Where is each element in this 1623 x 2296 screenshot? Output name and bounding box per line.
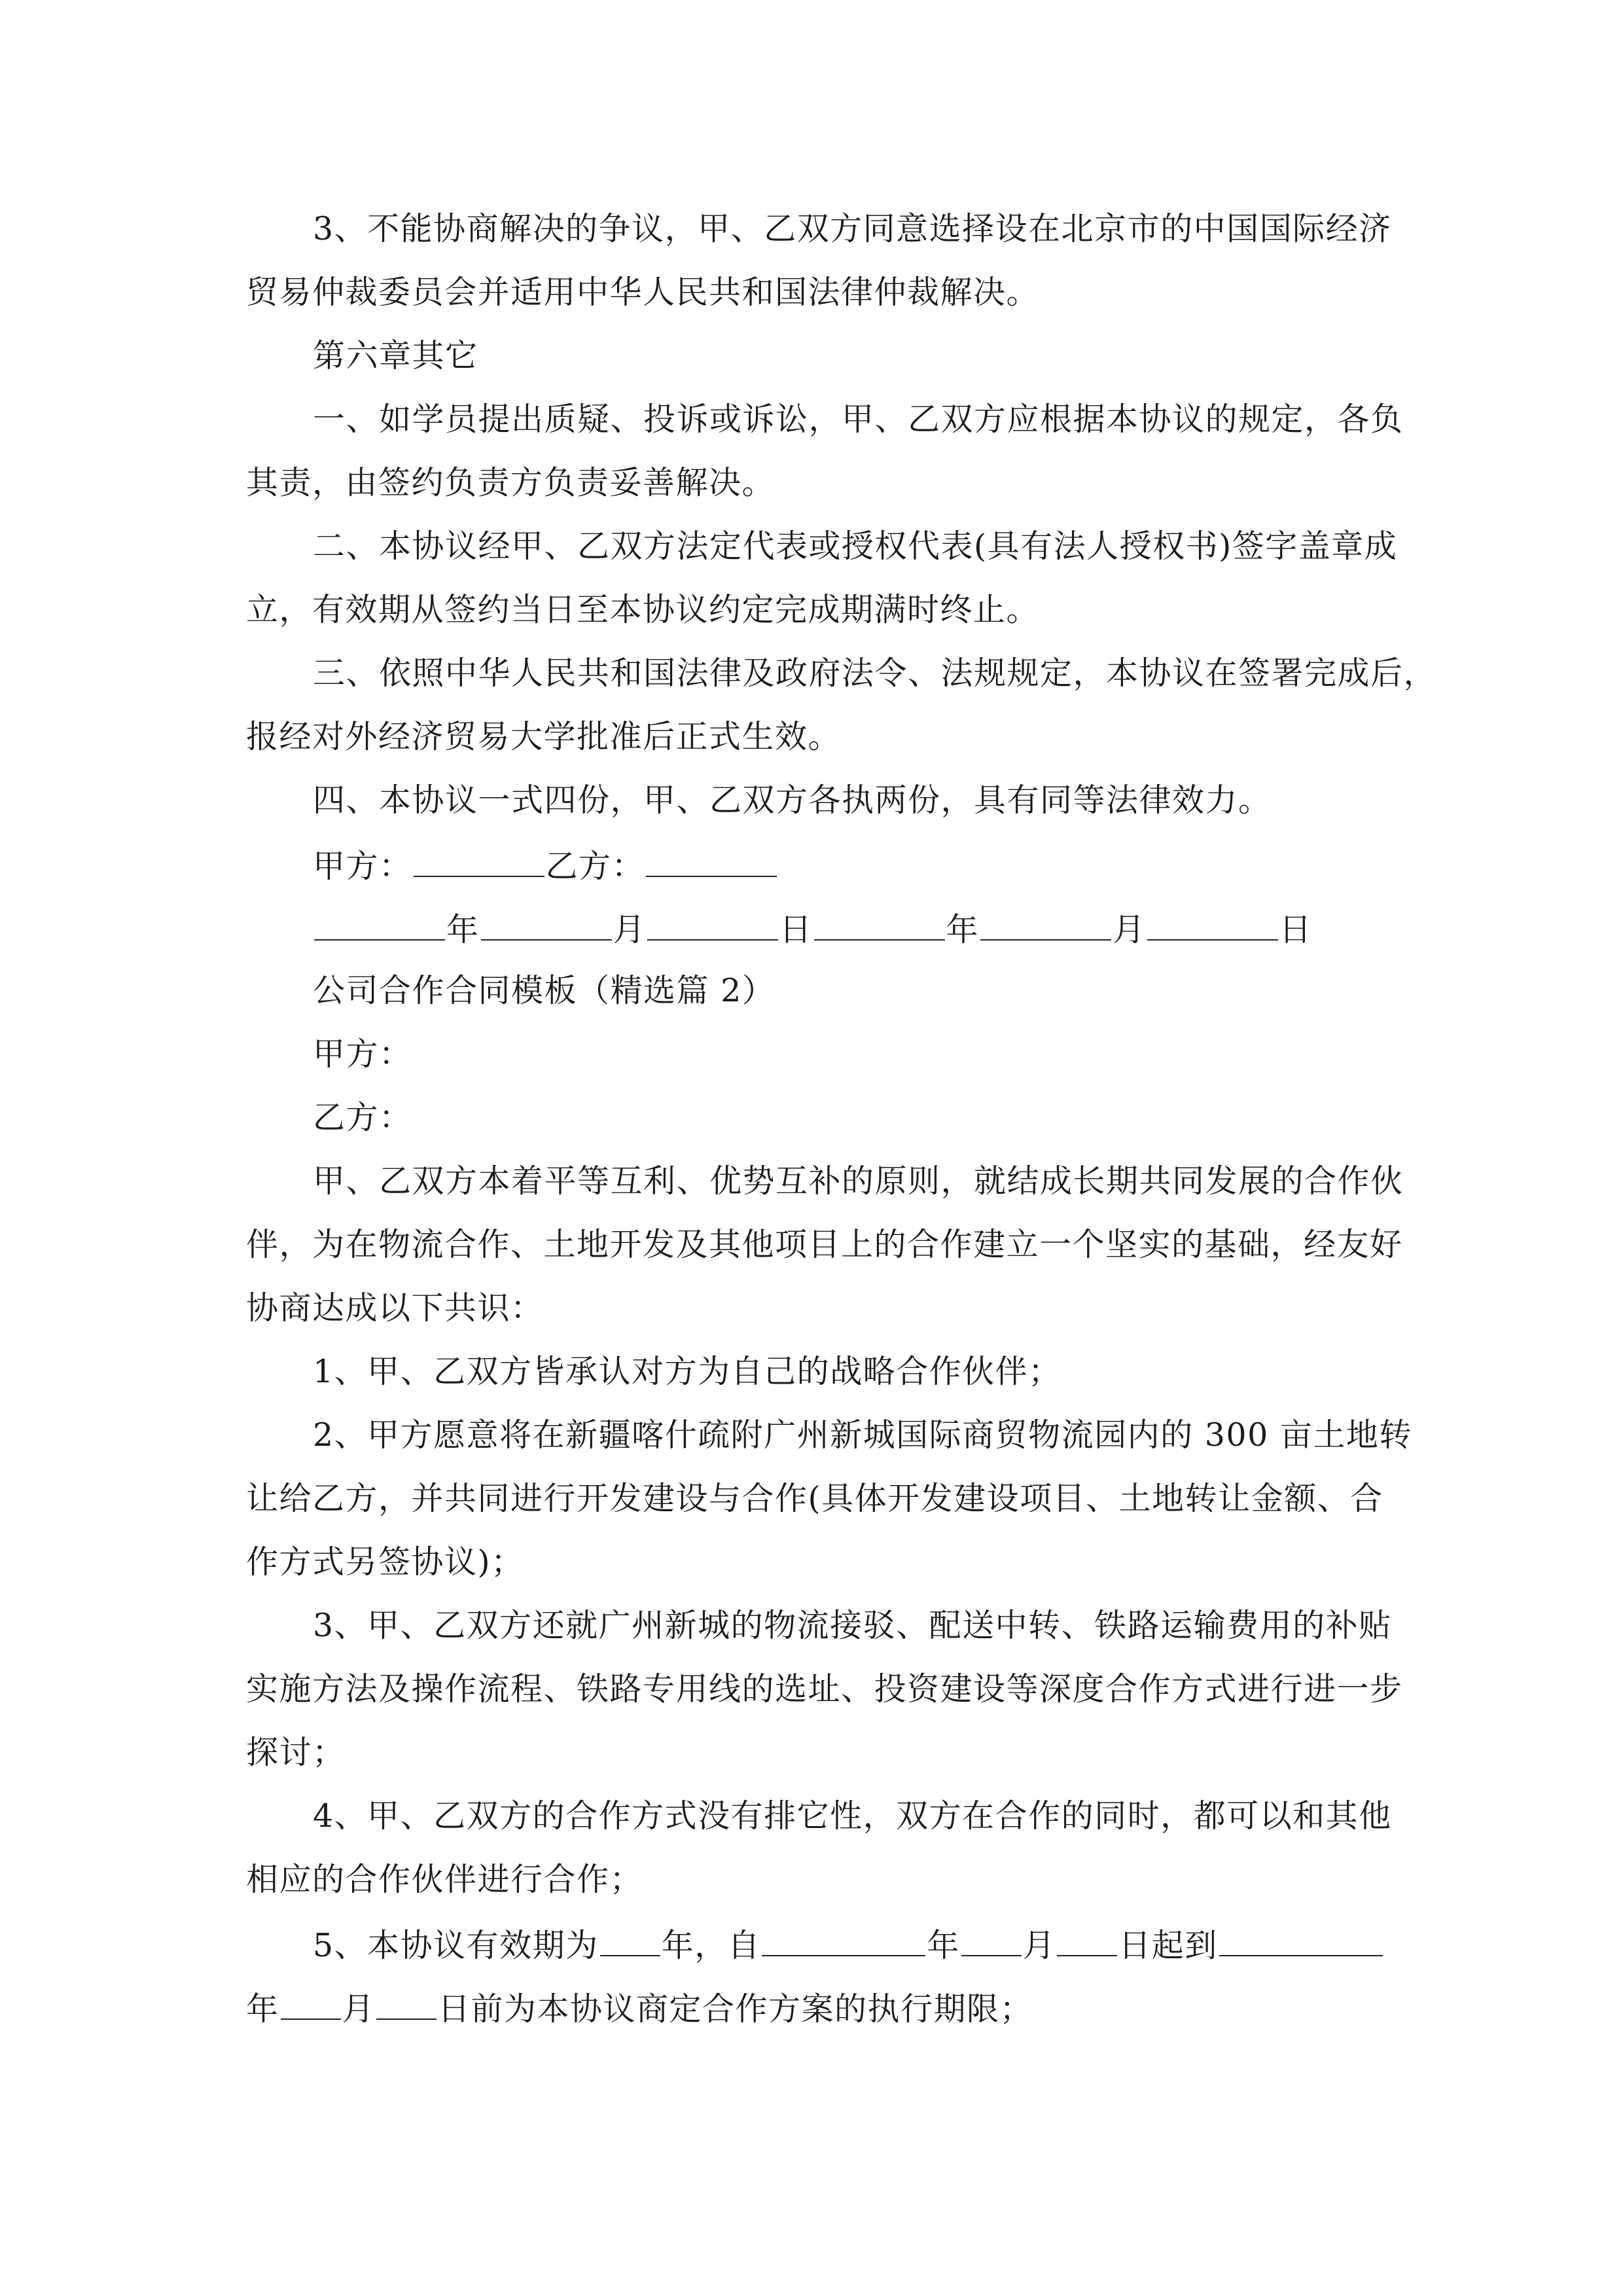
paragraph-line: 二、本协议经甲、乙双方法定代表或授权代表(具有法人授权书)签字盖章成 bbox=[313, 528, 1398, 565]
chapter-heading: 第六章其它 bbox=[313, 337, 478, 374]
paragraph-line: 伴，为在物流合作、土地开发及其他项目上的合作建立一个坚实的基础，经友好 bbox=[246, 1226, 1403, 1263]
end-month-blank bbox=[281, 1987, 341, 2020]
end-day-blank bbox=[376, 1987, 437, 2020]
party-a-field: 甲方： bbox=[313, 1035, 412, 1073]
day-blank bbox=[647, 908, 778, 941]
paragraph-line: 4、甲、乙双方的合作方式没有排它性，双方在合作的同时，都可以和其他 bbox=[313, 1797, 1392, 1835]
validity-line-1 bbox=[313, 1924, 1384, 1963]
paragraph-line: 作方式另签协议)； bbox=[246, 1543, 524, 1581]
month-label: 月 bbox=[1113, 911, 1146, 948]
party-b-field: 乙方： bbox=[313, 1099, 412, 1136]
paragraph-line: 1、甲、乙双方皆承认对方为自己的战略合作伙伴； bbox=[313, 1353, 1061, 1390]
start-month-blank bbox=[961, 1924, 1022, 1956]
year-blank bbox=[314, 908, 445, 941]
month-blank bbox=[980, 908, 1111, 941]
paragraph-line: 四、本协议一式四份，甲、乙双方各执两份，具有同等法律效力。 bbox=[313, 781, 1272, 819]
paragraph-line: 三、依照中华人民共和国法律及政府法令、法规规定，本协议在签署完成后， bbox=[313, 655, 1437, 692]
end-year-label: 年 bbox=[246, 1990, 279, 2028]
start-year-blank bbox=[762, 1924, 925, 1956]
paragraph-line: 立，有效期从签约当日至本协议约定完成期满时终止。 bbox=[246, 591, 1040, 628]
party-b-blank bbox=[646, 844, 777, 877]
paragraph-line: 实施方法及操作流程、铁路专用线的选址、投资建设等深度合作方式进行进一步 bbox=[246, 1670, 1403, 1708]
day-label: 日 bbox=[1279, 911, 1313, 948]
date-line bbox=[313, 908, 1312, 947]
party-b-label: 乙方： bbox=[545, 848, 645, 885]
paragraph-line: 相应的合作伙伴进行合作； bbox=[246, 1861, 643, 1898]
paragraph-line: 贸易仲裁委员会并适用中华人民共和国法律仲裁解决。 bbox=[246, 274, 1040, 311]
validity-year-from-label: 年，自 bbox=[661, 1927, 761, 1964]
year-label: 年 bbox=[446, 911, 480, 948]
paragraph-line: 其责，由签约负责方负责妥善解决。 bbox=[246, 464, 776, 501]
start-year-label: 年 bbox=[927, 1927, 960, 1964]
day-label: 日 bbox=[779, 911, 813, 948]
start-month-label: 月 bbox=[1022, 1927, 1056, 1964]
year-blank bbox=[814, 908, 945, 941]
paragraph-line: 3、甲、乙双方还就广州新城的物流接驳、配送中转、铁路运输费用的补贴 bbox=[313, 1607, 1392, 1644]
month-blank bbox=[481, 908, 612, 941]
paragraph-line: 2、甲方愿意将在新疆喀什疏附广州新城国际商贸物流园内的 300 亩土地转 bbox=[313, 1416, 1412, 1454]
year-label: 年 bbox=[946, 911, 980, 948]
paragraph-line: 让给乙方，并共同进行开发建设与合作(具体开发建设项目、土地转让金额、合 bbox=[246, 1480, 1383, 1517]
section-title: 公司合作合同模板（精选篇 2） bbox=[313, 972, 776, 1009]
party-a-label: 甲方： bbox=[313, 848, 412, 885]
end-day-text: 日前为本协议商定合作方案的执行期限； bbox=[438, 1990, 1033, 2028]
validity-line-2 bbox=[246, 1987, 1033, 2026]
day-blank bbox=[1147, 908, 1278, 941]
start-day-label: 日起到 bbox=[1118, 1927, 1218, 1964]
paragraph-line: 报经对外经济贸易大学批准后正式生效。 bbox=[246, 718, 842, 755]
paragraph-line: 协商达成以下共识： bbox=[246, 1289, 544, 1327]
signature-line bbox=[313, 844, 778, 884]
paragraph-line: 3、不能协商解决的争议，甲、乙双方同意选择设在北京市的中国国际经济 bbox=[313, 210, 1392, 247]
party-a-blank bbox=[414, 844, 544, 877]
end-month-label: 月 bbox=[342, 1990, 376, 2028]
start-day-blank bbox=[1057, 1924, 1117, 1956]
validity-text: 5、本协议有效期为 bbox=[313, 1927, 599, 1964]
end-year-blank bbox=[1219, 1924, 1383, 1956]
paragraph-line: 一、如学员提出质疑、投诉或诉讼，甲、乙双方应根据本协议的规定，各负 bbox=[313, 401, 1404, 438]
years-blank bbox=[600, 1924, 660, 1956]
paragraph-line: 探讨； bbox=[246, 1734, 346, 1771]
paragraph-line: 甲、乙双方本着平等互利、优势互补的原则，就结成长期共同发展的合作伙 bbox=[313, 1162, 1404, 1200]
month-label: 月 bbox=[613, 911, 647, 948]
